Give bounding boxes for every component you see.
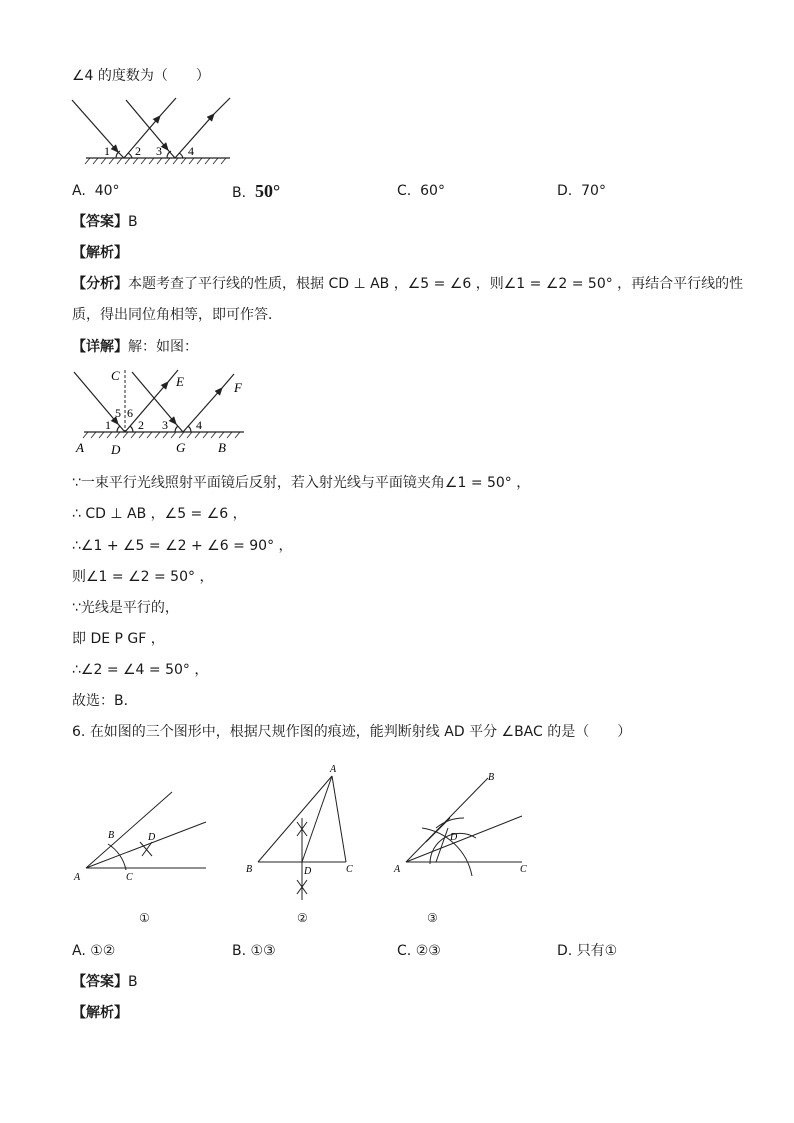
option-label: C. [397,183,412,199]
fig1q6-label-b: B [108,830,115,841]
fig1-label-1: 1 [104,144,110,158]
q5-step-5: ∵光线是平行的， [72,600,179,616]
option-label: D. [557,943,573,959]
q5-step-1: ∵一束平行光线照射平面镜后反射，若入射光线与平面镜夹角∠1 = 50° ， [72,475,531,491]
q6-answer [72,972,138,992]
q5-answer [72,212,138,232]
q5-step-4: 则∠1 = ∠2 = 50° ， [72,569,214,585]
option-label: D. [557,183,573,199]
q5-stem: ∠4 的度数为（ ） [72,68,210,84]
option-label: B. [232,943,247,959]
fig2q6-label-d: D [304,866,312,877]
fig2-label-a: A [76,440,84,455]
q6-stem-text: 在如图的三个图形中，根据尺规作图的痕迹，能判断射线 AD 平分 ∠BAC 的是（ ） [89,724,632,740]
fig2-angle-5: 5 [115,406,121,420]
q5-option-b[interactable] [232,181,280,203]
option-label: A. [72,943,86,959]
fig1-label-3: 3 [156,144,162,158]
fig2-label-c: C [111,368,120,383]
detail-tag: 【详解】 [72,339,128,355]
option-value: ②③ [415,943,441,959]
fig1-label-4: 4 [188,144,194,158]
option-value: 只有① [576,943,618,959]
q6-analysis-tag: 【解析】 [72,1005,128,1021]
q6-caption-1: ① [139,911,150,925]
answer-tag: 【答案】 [72,974,128,990]
q5-reflection-figure [80,96,240,166]
q6-caption-2: ② [297,911,308,925]
q6-option-d[interactable] [557,941,617,961]
fenxi-text: 本题考查了平行线的性质，根据 CD ⊥ AB ，∠5 = ∠6 ，则∠1 = ∠2 = 50° ，再结合平行线的性 [128,276,744,292]
q5-option-c[interactable] [397,181,445,201]
q5-step-2: ∴ CD ⊥ AB ，∠5 = ∠6 ， [72,506,247,522]
q6-option-a[interactable] [72,941,115,961]
fig1q6-label-c: C [126,872,133,883]
option-label: B. [232,185,247,201]
answer-value: B [128,214,138,230]
q6-option-c[interactable] [397,941,441,961]
option-label: A. [72,183,86,199]
fig3q6-label-b: B [488,772,495,783]
answer-value: B [128,974,138,990]
option-value: 40° [94,183,120,199]
q6-caption-3: ③ [427,911,438,925]
option-value: 50° [254,181,281,201]
option-value: ①② [90,943,116,959]
q6-figure-2 [240,760,370,900]
q6-number: 6. [72,724,86,740]
fig1q6-label-d: D [148,832,156,843]
q5-option-d[interactable] [557,181,606,201]
q5-detail [72,337,198,357]
q5-step-7: ∴∠2 = ∠4 = 50° ， [72,662,209,678]
fig2q6-label-c: C [346,864,353,875]
fig3q6-label-a: A [394,864,401,875]
option-label: C. [397,943,412,959]
q5-step-6: 即 DE P GF ， [72,631,165,647]
fig2-label-d: D [111,442,121,457]
fig2-angle-6: 6 [127,406,133,420]
q6-figure-1 [72,780,222,890]
fig3q6-label-d: D [450,832,458,843]
fig2q6-label-a: A [330,764,337,775]
q6-stem [72,722,631,742]
fig1-label-2: 2 [135,144,141,158]
q6-figure-3 [392,768,542,878]
detail-intro: 解：如图： [128,339,198,355]
fenxi-tag: 【分析】 [72,276,128,292]
fig2-angle-2: 2 [138,418,144,432]
q5-solution-figure [72,366,252,456]
q6-option-b[interactable] [232,941,276,961]
fig1q6-label-a: A [74,872,81,883]
fig2-label-b: B [218,440,226,455]
fig3q6-label-c: C [520,864,527,875]
q5-fenxi-line1 [72,274,743,294]
option-value: 70° [581,183,606,199]
q5-step-8: 故选：B． [72,693,138,709]
fig2-angle-3: 3 [162,418,168,432]
fig2-label-e: E [176,374,184,389]
q5-fenxi-line2: 质，得出同位角相等，即可作答． [72,307,282,323]
option-value: 60° [420,183,445,199]
answer-tag: 【答案】 [72,214,128,230]
option-value: ①③ [250,943,276,959]
q5-analysis-tag: 【解析】 [72,245,128,261]
q5-step-3: ∴∠1 + ∠5 = ∠2 + ∠6 = 90° ， [72,538,293,554]
fig2-label-g: G [176,440,186,455]
fig2q6-label-b: B [246,864,253,875]
q5-option-a[interactable] [72,181,120,201]
fig2-angle-1: 1 [105,418,111,432]
fig2-label-f: F [234,380,242,395]
fig2-angle-4: 4 [196,418,202,432]
